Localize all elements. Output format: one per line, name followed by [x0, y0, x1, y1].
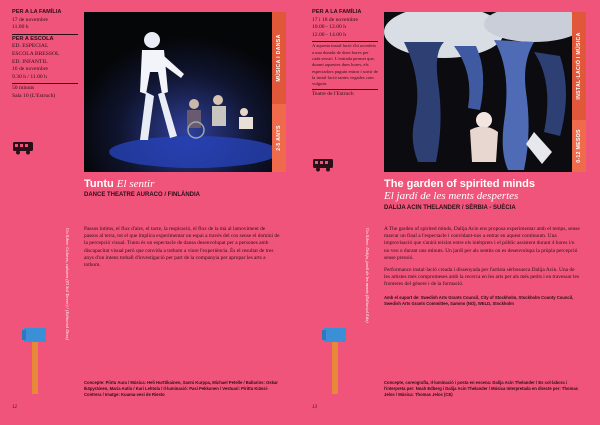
left-family-date: 17 de novembre [12, 16, 49, 23]
right-age-label: 0-12 MESOS [576, 129, 582, 163]
left-school-l3: ED. INFANTIL [12, 58, 48, 65]
left-school-head: PER A ESCOLA [12, 35, 54, 42]
left-family-head: PER A LA FAMÍLIA [12, 9, 62, 15]
left-description: Passos íntims, el flux d'aire, el tacte, la respiració, el flux de la mà al lamoviment de passos al terra, tot el que implica experimentar un espai a través del cos sense el domini de la percepció visual. Tuntu és un espectacle de dansa desenvolupat per a persones amb discapacitat visual però que convida a tothom a viure l'experiència. És el resultat de tres anys d'un intens treball d'investigació per part de la companyia per apropar les arts a tothom. [84, 226, 280, 269]
right-venue: Teatre de l'Estruch [312, 91, 354, 98]
left-credits: Concepte: Piirtu Aura / Música: Heli Hurttikainen, Sanni Kurppa, Michael Petelle / Ballarins: Oskar Ikäpyräinen, Maria Autio / Kari Lehtola / Il·luminació: Pasi Pekkonen / Vestuari: Pirittu Kiässi-Contrera / Imatge: Kuuma-vesi de Riesto [84, 380, 278, 397]
right-title-main: The garden of spirited minds [384, 178, 535, 190]
left-school-l1: ED. ESPECIAL [12, 43, 49, 50]
right-body-1: A The garden of spirited minds, Dalija Acin ens proposa experimentar amb el temps, sense marcar un final a l'espectacle i convidant-nos a entrar en aquest continuum. Una improvisació que s'anirà teixint entre els intèrprets i el públic assistent durant 4 hores i/o no veu o durant uns minuts. Un jardí per als sentits on es desenvolupa la pròpia percepció sense pressió. [384, 226, 580, 261]
right-credits: Concepte, coreografia, Il·luminació i posta en escena: Dalija Acin Thelander / Es col·labora i l'interpreta per: Noah Edberg i Dalija Acin Thelander / Música Interpretada en directe per: Thomas Jelos / Música: Thomas Jelos (CE) [384, 380, 578, 397]
left-title-main: Tuntu [84, 178, 114, 190]
tuntu-photo [84, 12, 272, 172]
divider [312, 89, 378, 90]
bus-icon [312, 158, 334, 177]
hammer-icon [322, 328, 348, 399]
left-page-number: 12 [12, 405, 17, 410]
right-info-column [312, 9, 378, 99]
left-family-time: 11.00 h [12, 24, 29, 31]
right-family-head: PER A LA FAMÍLIA [312, 9, 362, 15]
right-age-tag [572, 120, 586, 172]
left-show-title [84, 178, 284, 190]
right-body-2: Performance instal·lació creada i dissenyada per l'artista sèrbosueca Dalija Acin. Una de les artistes més compromeses amb la recerca en les arts per als més petits i en travessar les fronteres del gènere i de la formació. [384, 267, 580, 288]
right-company: DALIJA ACIN THELANDER / SÈRBIA - SUÈCIA [384, 205, 516, 211]
left-company: DANCE THEATRE AURACO / FINLÀNDIA [84, 192, 200, 198]
left-school-date: 16 de novembre [12, 66, 49, 73]
bus-icon [12, 141, 34, 160]
right-support: Amb el suport de: Swedish Arts Grants Council, City of Stockholm, Stockholm County Council, Swedish Arts Grants Committee, Sammo (NO), WELD, Stockholm [384, 294, 574, 306]
divider [12, 83, 78, 84]
left-school-time: 9.30 h / 11.00 h [12, 73, 47, 80]
divider [312, 41, 378, 42]
left-age-label: 2-5 ANYS [276, 125, 282, 151]
left-duration: 50 minuts [12, 85, 35, 92]
left-title-italic: El sentir [116, 178, 155, 190]
right-category-tag [572, 12, 586, 120]
right-category-label: INSTAL·LACIÓ I MÚSICA [576, 32, 582, 100]
right-title-italic: El jardí de les ments despertes [384, 190, 519, 202]
divider [12, 34, 78, 35]
right-note: A aquesta instal·lació s'hi accedeix a una durada de dues hores per cada sessió. L'entrada permet que, durant aquestes dues hores, els espectadors puguin entrar i sortir de la instal·lació tantes vegades com vulguin. [312, 43, 378, 87]
right-family-time1: 10.00 - 12.00 h [312, 24, 347, 31]
right-vertical-credits: Un llibre: Dalija, jardí de les ments (Editorial Edx) [365, 228, 370, 323]
left-info-column [12, 9, 78, 101]
right-family-time2: 12.00 - 14.00 h [312, 31, 347, 38]
right-family-date: 17 i 18 de novembre [312, 16, 358, 23]
right-page-number: 13 [312, 405, 317, 410]
left-school-l2: ESCOLA BRESSOL [12, 50, 60, 57]
left-category-tag [272, 12, 286, 104]
left-age-tag [272, 104, 286, 172]
left-category-label: MÚSICA I DANSA [276, 34, 282, 82]
left-venue: Sala 10 (L'Estruch) [12, 92, 56, 99]
right-show-title [384, 178, 584, 202]
garden-photo [384, 12, 572, 172]
right-description [384, 226, 580, 307]
left-vertical-credits: Un llibre: Colores, cabures (El Sol Tercer) / (Editorial Dexs) [65, 228, 70, 340]
hammer-icon [22, 328, 48, 399]
